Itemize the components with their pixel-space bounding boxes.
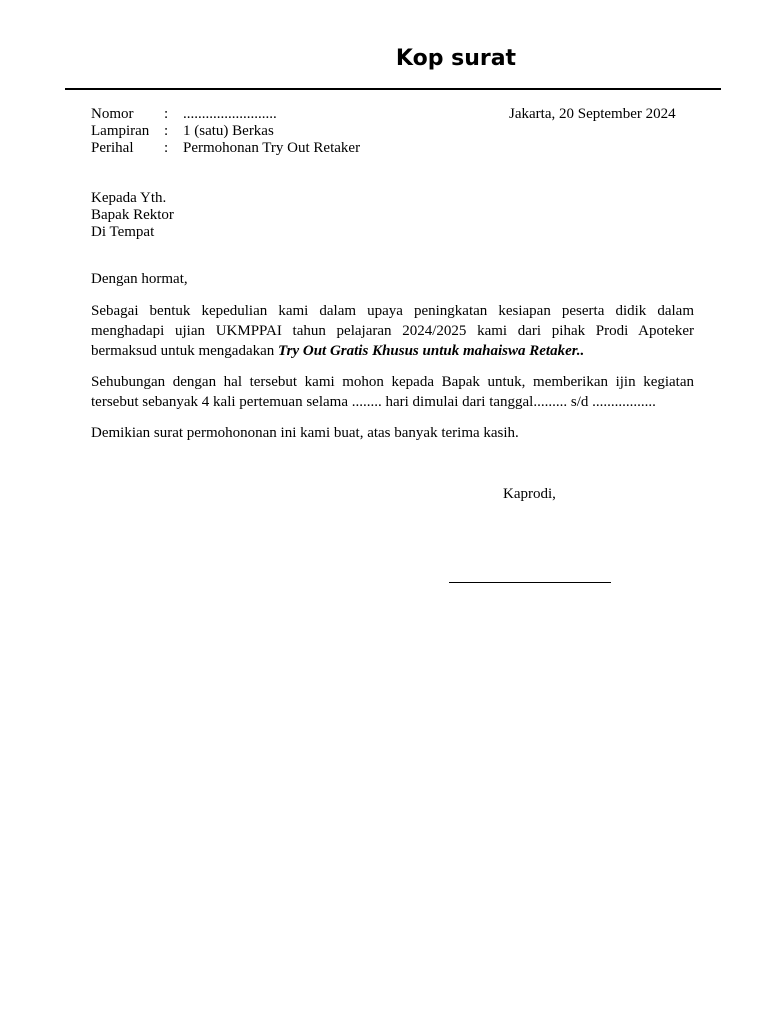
body-paragraph-2: Sehubungan dengan hal tersebut kami mohon kepada Bapak untuk, memberikan ijin kegiatan tersebut sebanyak 4 kali pertemuan selama ........ hari dimulai dari tanggal......... s/d ................. (91, 374, 694, 410)
meta-row-perihal (91, 140, 360, 157)
letter-meta (91, 106, 360, 157)
paragraph-emphasis: Try Out Gratis Khusus untuk mahaiswa Retaker.. (278, 343, 585, 359)
meta-label: Lampiran (91, 123, 150, 139)
body-paragraph-1 (91, 301, 694, 361)
paragraph-text: Sebagai bentuk kepedulian kami dalam upaya peningkatan kesiapan peserta didik dalam menghadapi ujian UKMPPAI tahun pelajaran 2024/2025 kami dari pihak Prodi Apoteker bermaksud untuk mengadakan (91, 303, 694, 359)
signature-line (449, 582, 611, 583)
letterhead-divider (65, 88, 721, 90)
meta-value: 1 (satu) Berkas (183, 123, 274, 139)
signature-title: Kaprodi, (503, 486, 556, 502)
meta-colon: : (164, 140, 169, 156)
meta-row-nomor (91, 106, 360, 123)
meta-value: ......................... (183, 106, 277, 122)
recipient-line: Di Tempat (91, 224, 155, 240)
letter-date: Jakarta, 20 September 2024 (509, 106, 676, 122)
meta-label: Perihal (91, 140, 134, 156)
letterhead-title: Kop surat (395, 46, 517, 71)
meta-colon: : (164, 106, 169, 122)
recipient-line: Kepada Yth. (91, 190, 167, 206)
salutation: Dengan hormat, (91, 271, 188, 287)
meta-row-lampiran (91, 123, 360, 140)
recipient-line: Bapak Rektor (91, 207, 174, 223)
body-paragraph-3: Demikian surat permohononan ini kami buat, atas banyak terima kasih. (91, 425, 519, 441)
meta-value: Permohonan Try Out Retaker (183, 140, 361, 156)
meta-label: Nomor (91, 106, 134, 122)
meta-colon: : (164, 123, 169, 139)
recipient-block (91, 190, 174, 241)
